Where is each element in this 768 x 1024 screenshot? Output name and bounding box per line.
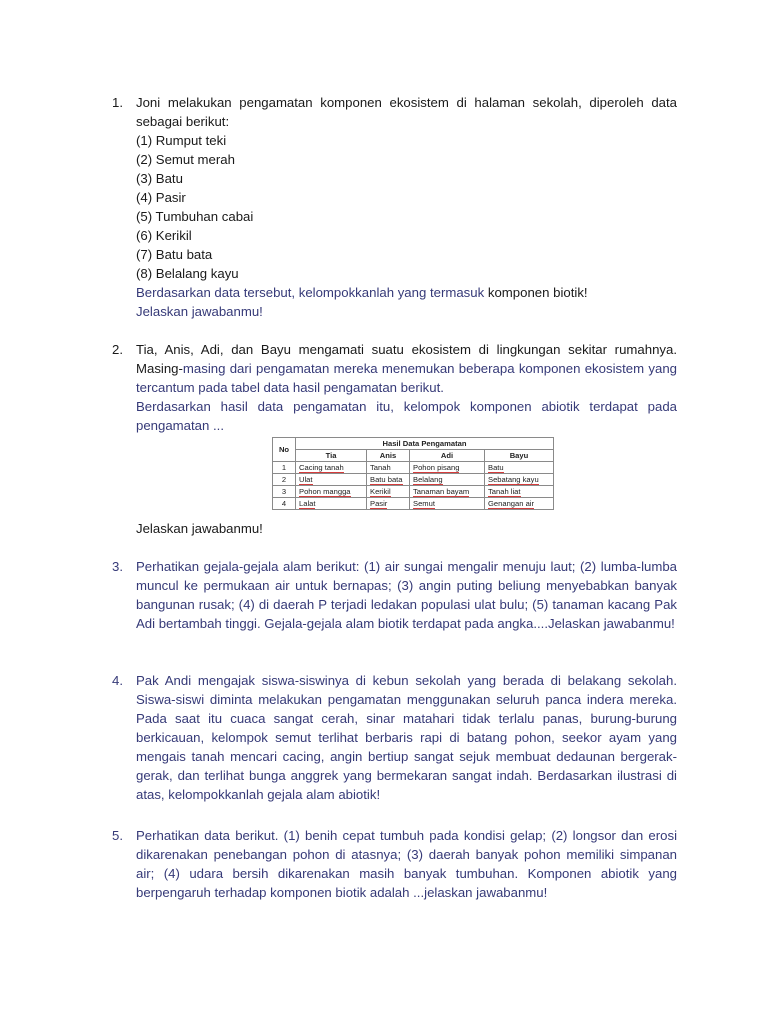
table-cell: 2 xyxy=(273,474,296,486)
list-item: (4) Pasir xyxy=(136,190,186,205)
table-cell: Belalang xyxy=(410,474,485,486)
table-row xyxy=(273,474,554,486)
prompt-text: Berdasarkan data tersebut, kelompokkanlah yang termasuk xyxy=(136,285,488,300)
table-column-header: Adi xyxy=(410,450,485,462)
question-4 xyxy=(112,671,677,804)
question-text: Pak Andi mengajak siswa-siswinya di kebun sekolah yang berada di belakang sekolah. Siswa-siswi diminta melakukan pengamatan menggunakan seluruh panca indera mereka. Pada saat itu cuaca sangat cerah, sinar matahari tidak terlalu panas, burung-burung berkicauan, kelompok semut terlihat berbaris rapi di batang pohon, seekor ayam yang mengais tanah mencari cacing, angin bertiup sangat sejuk membuat dedaunan bergerak-gerak, dan terlihat bunga anggrek yang bermekaran sangat indah. Berdasarkan ilustrasi di atas, kelompokkanlah gejala alam abiotik! xyxy=(136,673,677,802)
table-cell: Pohon pisang xyxy=(410,462,485,474)
list-item: (3) Batu xyxy=(136,171,183,186)
question-number: 4. xyxy=(112,673,123,688)
table-cell: Genangan air xyxy=(485,498,554,510)
table-cell: Batu bata xyxy=(367,474,410,486)
table-cell: 1 xyxy=(273,462,296,474)
list-item: (2) Semut merah xyxy=(136,152,235,167)
question-closing: Jelaskan jawabanmu! xyxy=(136,304,263,319)
table-column-header: Anis xyxy=(367,450,410,462)
prompt-emphasis: komponen biotik! xyxy=(487,285,588,300)
table-cell: Tanah xyxy=(367,462,410,474)
list-item: (7) Batu bata xyxy=(136,247,213,262)
question-1 xyxy=(112,93,677,321)
list-item: (5) Tumbuhan cabai xyxy=(136,209,254,224)
table-cell: Lalat xyxy=(296,498,367,510)
question-2-closing xyxy=(112,519,677,538)
question-text: Perhatikan data berikut. (1) benih cepat tumbuh pada kondisi gelap; (2) longsor dan erosi dikarenakan penebangan pohon di atasnya; (3) daerah banyak pohon memiliki simpanan air; (4) udara bersih dikarenakan masih banyak tumbuhan. Komponen abiotik yang berpengaruh terhadap komponen biotik adalah ...jelaskan jawabanmu! xyxy=(136,828,677,900)
table-cell: 4 xyxy=(273,498,296,510)
table-cell: Sebatang kayu xyxy=(485,474,554,486)
table-cell: 3 xyxy=(273,486,296,498)
list-item: (6) Kerikil xyxy=(136,228,192,243)
table-row xyxy=(273,498,554,510)
question-number: 5. xyxy=(112,828,123,843)
table-cell: Ulat xyxy=(296,474,367,486)
question-prompt xyxy=(136,283,677,302)
table-cell: Batu xyxy=(485,462,554,474)
text-part: Tia, Anis, Adi, dan Bayu mengamati suatu ekosistem di lingkungan sekitar rumahnya. Masing- xyxy=(136,342,677,376)
table-title: Hasil Data Pengamatan xyxy=(296,438,554,450)
observation-table-wrapper xyxy=(272,437,554,510)
question-intro: Joni melakukan pengamatan komponen ekosistem di halaman sekolah, diperoleh data sebagai berikut: xyxy=(136,95,677,129)
table-cell: Pasir xyxy=(367,498,410,510)
table-row xyxy=(273,486,554,498)
table-column-header: Tia xyxy=(296,450,367,462)
list-item: (8) Belalang kayu xyxy=(136,266,239,281)
table-cell: Cacing tanah xyxy=(296,462,367,474)
table-cell: Tanah liat xyxy=(485,486,554,498)
question-5 xyxy=(112,826,677,902)
question-prompt: Berdasarkan hasil data pengamatan itu, kelompok komponen abiotik terdapat pada pengamatan ... xyxy=(136,399,677,433)
question-number: 2. xyxy=(112,342,123,357)
table-cell: Semut xyxy=(410,498,485,510)
question-text: Perhatikan gejala-gejala alam berikut: (1) air sungai mengalir menuju laut; (2) lumba-lumba muncul ke permukaan air untuk bernapas; (3) angin puting beliung menyebabkan banyak bangunan rusak; (4) di daerah P terjadi ledakan populasi ulat bulu; (5) tanaman kacang Pak Adi bertambah tinggi. Gejala-gejala alam biotik terdapat pada angka....Jelaskan jawabanmu! xyxy=(136,559,677,631)
table-column-header: Bayu xyxy=(485,450,554,462)
question-number: 3. xyxy=(112,559,123,574)
table-cell: Kerikil xyxy=(367,486,410,498)
question-2 xyxy=(112,340,677,435)
table-cell: Pohon mangga xyxy=(296,486,367,498)
text-part: masing dari pengamatan mereka menemukan beberapa komponen ekosistem yang tercantum pada tabel data hasil pengamatan berikut. xyxy=(136,361,677,395)
table-cell: Tanaman bayam xyxy=(410,486,485,498)
question-text xyxy=(136,340,677,397)
question-number: 1. xyxy=(112,95,123,110)
question-3 xyxy=(112,557,677,633)
table-header-no: No xyxy=(273,438,296,462)
list-item: (1) Rumput teki xyxy=(136,133,227,148)
observation-table xyxy=(272,437,554,510)
table-row xyxy=(273,462,554,474)
question-closing: Jelaskan jawabanmu! xyxy=(136,521,263,536)
